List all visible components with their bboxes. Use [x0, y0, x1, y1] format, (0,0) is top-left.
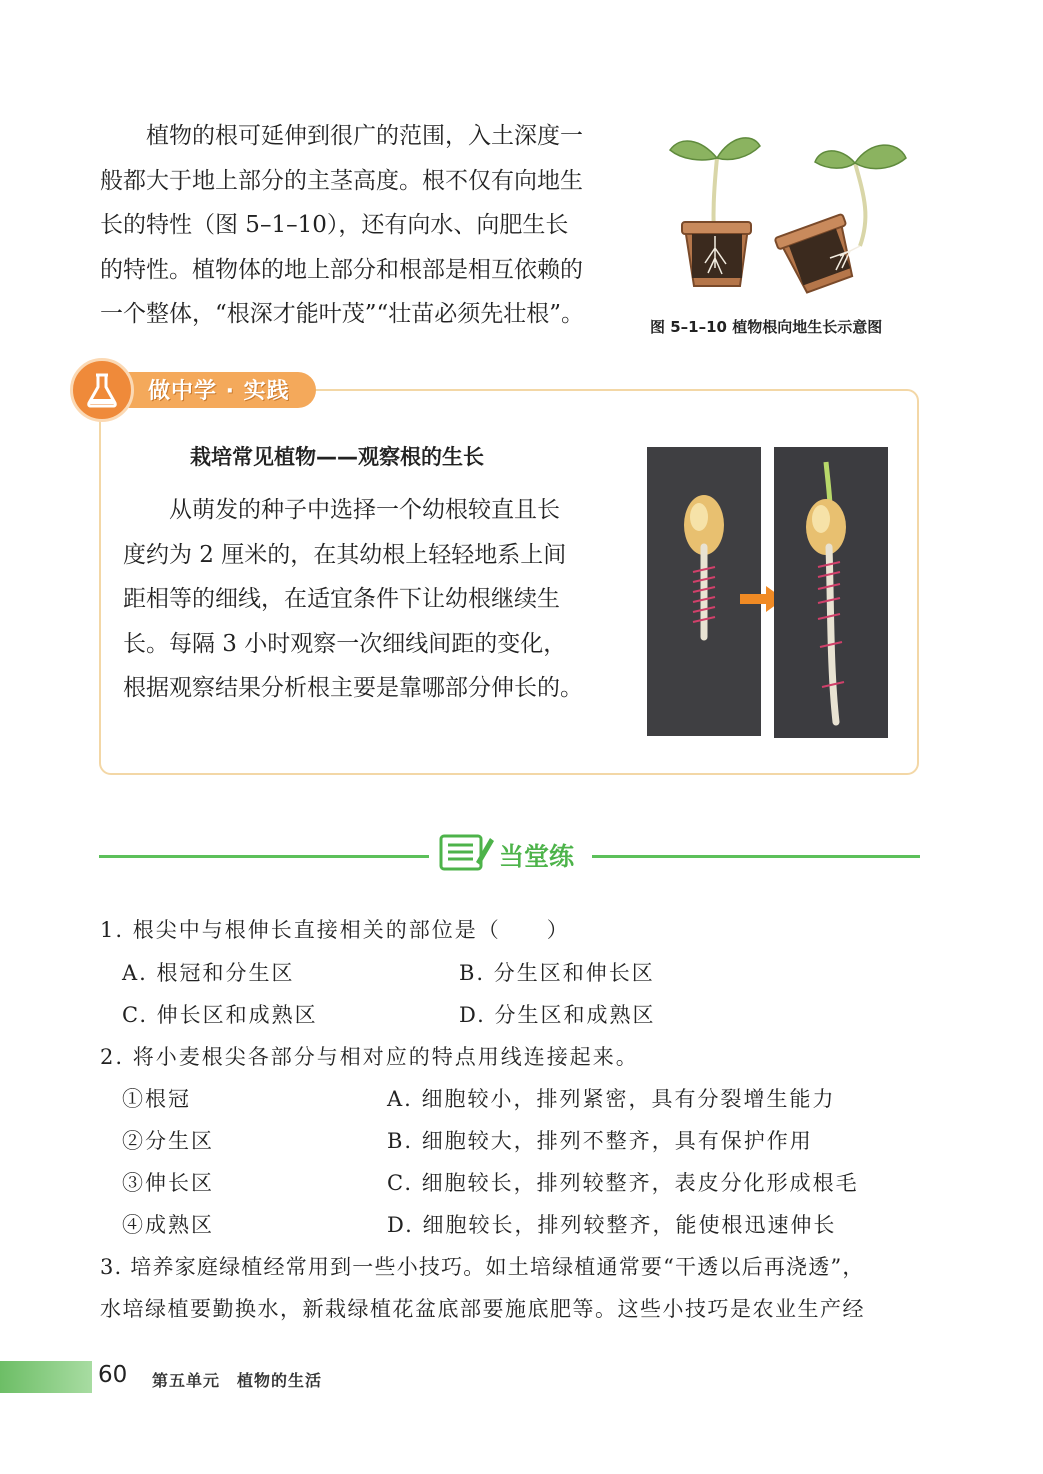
practice-line: 度约为 2 厘米的，在其幼根上轻轻地系上间	[123, 541, 567, 568]
intro-line: 植物的根可延伸到很广的范围，入土深度一	[146, 123, 583, 149]
exercise-title: 当堂练	[499, 842, 575, 871]
exercise-rule-left	[99, 855, 429, 858]
q2-left-item: ③伸长区	[122, 1171, 214, 1195]
seedling-photo-after	[774, 447, 888, 738]
tilted-plant-illustration	[775, 145, 906, 297]
practice-line: 长。每隔 3 小时观察一次细线间距的变化，	[123, 630, 567, 657]
practice-title: 栽培常见植物——观察根的生长	[190, 445, 484, 469]
upright-plant-illustration	[670, 138, 760, 286]
intro-line: 长的特性（图 5–1–10），还有向水、向肥生长	[100, 212, 569, 238]
footer-tab	[0, 1361, 92, 1393]
notepad-pencil-icon	[438, 832, 496, 872]
footer-unit-title: 第五单元 植物的生活	[152, 1371, 323, 1390]
q2-right-item: D. 细胞较长，排列较整齐，能使根迅速伸长	[387, 1213, 837, 1237]
flask-icon	[73, 361, 131, 419]
q2-stem: 2. 将小麦根尖各部分与相对应的特点用线连接起来。	[100, 1045, 639, 1069]
figure-root-gravitropism	[660, 118, 930, 308]
q2-right-item: A. 细胞较小，排列紧密，具有分裂增生能力	[387, 1087, 836, 1111]
practice-line: 距相等的细线，在适宜条件下让幼根继续生	[123, 586, 560, 612]
intro-line: 般都大于地上部分的主茎高度。根不仅有向地生	[100, 167, 583, 194]
practice-body	[123, 488, 593, 711]
q2-right-item: B. 细胞较大，排列不整齐，具有保护作用	[387, 1129, 813, 1153]
practice-line: 从萌发的种子中选择一个幼根较直且长	[169, 497, 560, 523]
q2-left-item: ④成熟区	[122, 1213, 214, 1237]
q1-option-b: B. 分生区和伸长区	[459, 961, 655, 985]
q1-option-a: A. 根冠和分生区	[122, 961, 295, 985]
page-number: 60	[98, 1362, 128, 1388]
practice-line: 根据观察结果分析根主要是靠哪部分伸长的。	[123, 675, 583, 701]
q2-left-item: ②分生区	[122, 1129, 214, 1153]
q3-line: 3. 培养家庭绿植经常用到一些小技巧。如土培绿植通常要“干透以后再浇透”，	[100, 1255, 865, 1279]
q1-stem: 1. 根尖中与根伸长直接相关的部位是（ ）	[100, 918, 570, 942]
figure-caption: 图 5–1–10 植物根向地生长示意图	[650, 318, 883, 336]
intro-paragraph	[100, 114, 610, 337]
practice-badge-label: 做中学 · 实践	[148, 379, 290, 404]
intro-line: 的特性。植物体的地上部分和根部是相互依赖的	[100, 256, 583, 283]
flask-badge	[70, 358, 134, 422]
q2-left-item: ①根冠	[122, 1087, 191, 1111]
q3-line: 水培绿植要勤换水，新栽绿植花盆底部要施底肥等。这些小技巧是农业生产经	[100, 1297, 865, 1321]
intro-line: 一个整体，“根深才能叶茂”“壮苗必须先壮根”。	[100, 301, 585, 327]
exercise-rule-right	[592, 855, 920, 858]
q1-option-d: D. 分生区和成熟区	[459, 1003, 656, 1027]
q1-option-c: C. 伸长区和成熟区	[122, 1003, 318, 1027]
q2-right-item: C. 细胞较长，排列较整齐，表皮分化形成根毛	[387, 1171, 859, 1195]
